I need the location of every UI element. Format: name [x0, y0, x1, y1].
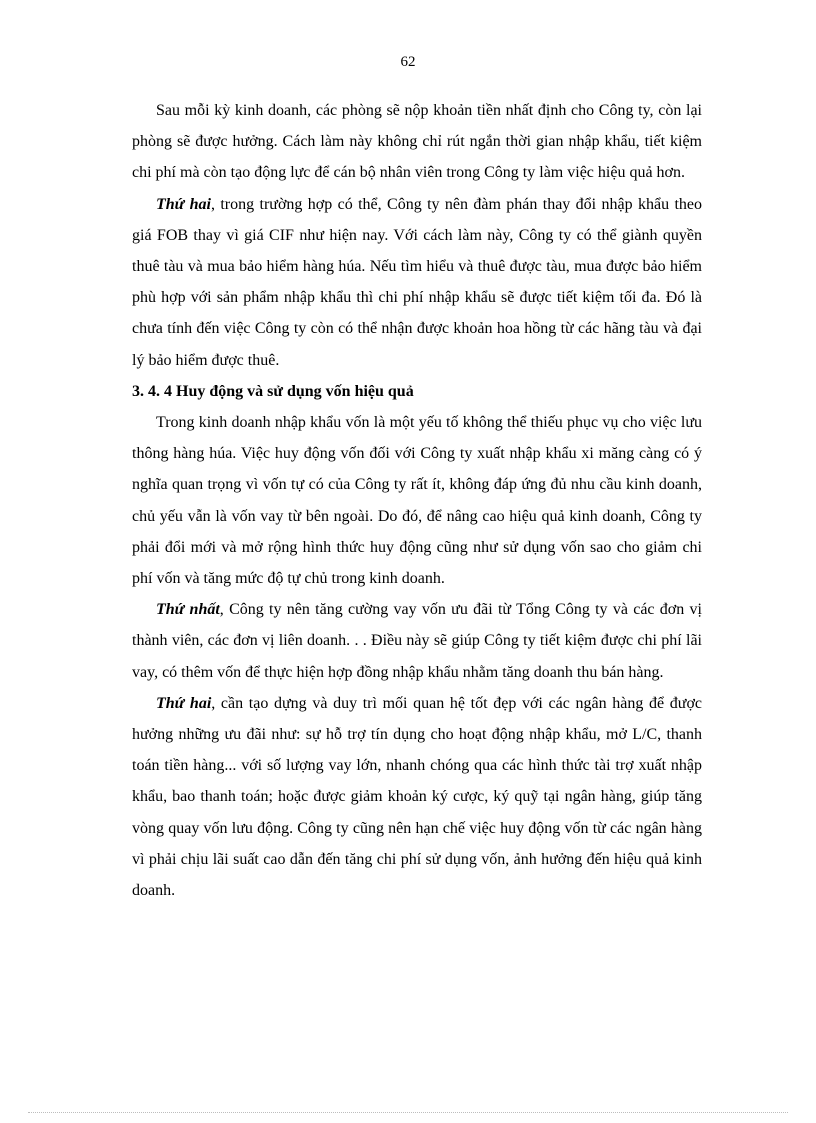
paragraph-text: Sau mỗi kỳ kinh doanh, các phòng sẽ nộp khoản tiền nhất định cho Công ty, còn lại phòng sẽ được hưởng. Cách làm này không chỉ rút ngắn thời gian nhập khẩu, tiết kiệm chi phí mà còn tạo động lực để cán bộ nhân viên trong Công ty làm việc hiệu quả hơn. [132, 102, 702, 182]
paragraph-lead: Thứ nhất [156, 601, 220, 619]
document-body [132, 95, 702, 906]
paragraph-text: , Công ty nên tăng cường vay vốn ưu đãi từ Tổng Công ty và các đơn vị thành viên, các đơn vị liên doanh. . . Điều này sẽ giúp Công ty tiết kiệm được chi phí lãi vay, có thêm vốn để thực hiện hợp đồng nhập khẩu nhằm tăng doanh thu bán hàng. [132, 601, 703, 681]
paragraph-revenue-sharing [132, 95, 702, 189]
paragraph-lead: Thứ hai [156, 195, 211, 213]
paragraph-text: Trong kinh doanh nhập khẩu vốn là một yếu tố không thể thiếu phục vụ cho việc lưu thông hàng húa. Việc huy động vốn đối với Công ty xuất nhập khẩu xi măng càng có ý nghĩa quan trọng vì vốn tự có của Công ty rất ít, không đáp ứng đủ nhu cầu kinh doanh, chủ yếu vẫn là vốn vay từ bên ngoài. Do đó, để nâng cao hiệu quả kinh doanh, Công ty phải đổi mới và mở rộng hình thức huy động cũng như sử dụng vốn sao cho giảm chi phí vốn và tăng mức độ tự chủ trong kinh doanh. [132, 414, 702, 588]
paragraph-lead: Thứ hai [156, 694, 212, 712]
paragraph-bank-relations [132, 688, 702, 906]
page-number: 62 [400, 54, 416, 70]
section-heading: 3. 4. 4 Huy động và sử dụng vốn hiệu quả [132, 382, 414, 400]
paragraph-text: , trong trường hợp có thể, Công ty nên đàm phán thay đổi nhập khẩu theo giá FOB thay vì giá CIF như hiện nay. Với cách làm này, Công ty có thể giành quyền thuê tàu và mua bảo hiểm hàng húa. Nếu tìm hiểu và thuê được tàu, mua được bảo hiểm phù hợp với sản phẩm nhập khẩu thì chi phí nhập khẩu sẽ được tiết kiệm tối đa. Đó là chưa tính đến việc Công ty còn có thể nhận được khoản hoa hồng từ các hãng tàu và đại lý bảo hiểm được thuê. [132, 195, 702, 369]
page-bottom-divider [28, 1112, 788, 1113]
paragraph-fob-negotiation [132, 189, 702, 376]
paragraph-preferential-loans [132, 594, 702, 688]
paragraph-capital-intro [132, 407, 702, 594]
paragraph-text: , cần tạo dựng và duy trì mối quan hệ tốt đẹp với các ngân hàng để được hưởng những ưu đãi như: sự hỗ trợ tín dụng cho hoạt động nhập khẩu, mở L/C, thanh toán tiền hàng... với số lượng vay lớn, nhanh chóng qua các hình thức tài trợ xuất nhập khẩu, bao thanh toán; hoặc được giảm khoản ký cược, ký quỹ tại ngân hàng, giúp tăng vòng quay vốn lưu động. Công ty cũng nên hạn chế việc huy động vốn từ các ngân hàng vì phải chịu lãi suất cao dẫn đến tăng chi phí sử dụng vốn, ảnh hưởng đến hiệu quả kinh doanh. [132, 694, 702, 900]
